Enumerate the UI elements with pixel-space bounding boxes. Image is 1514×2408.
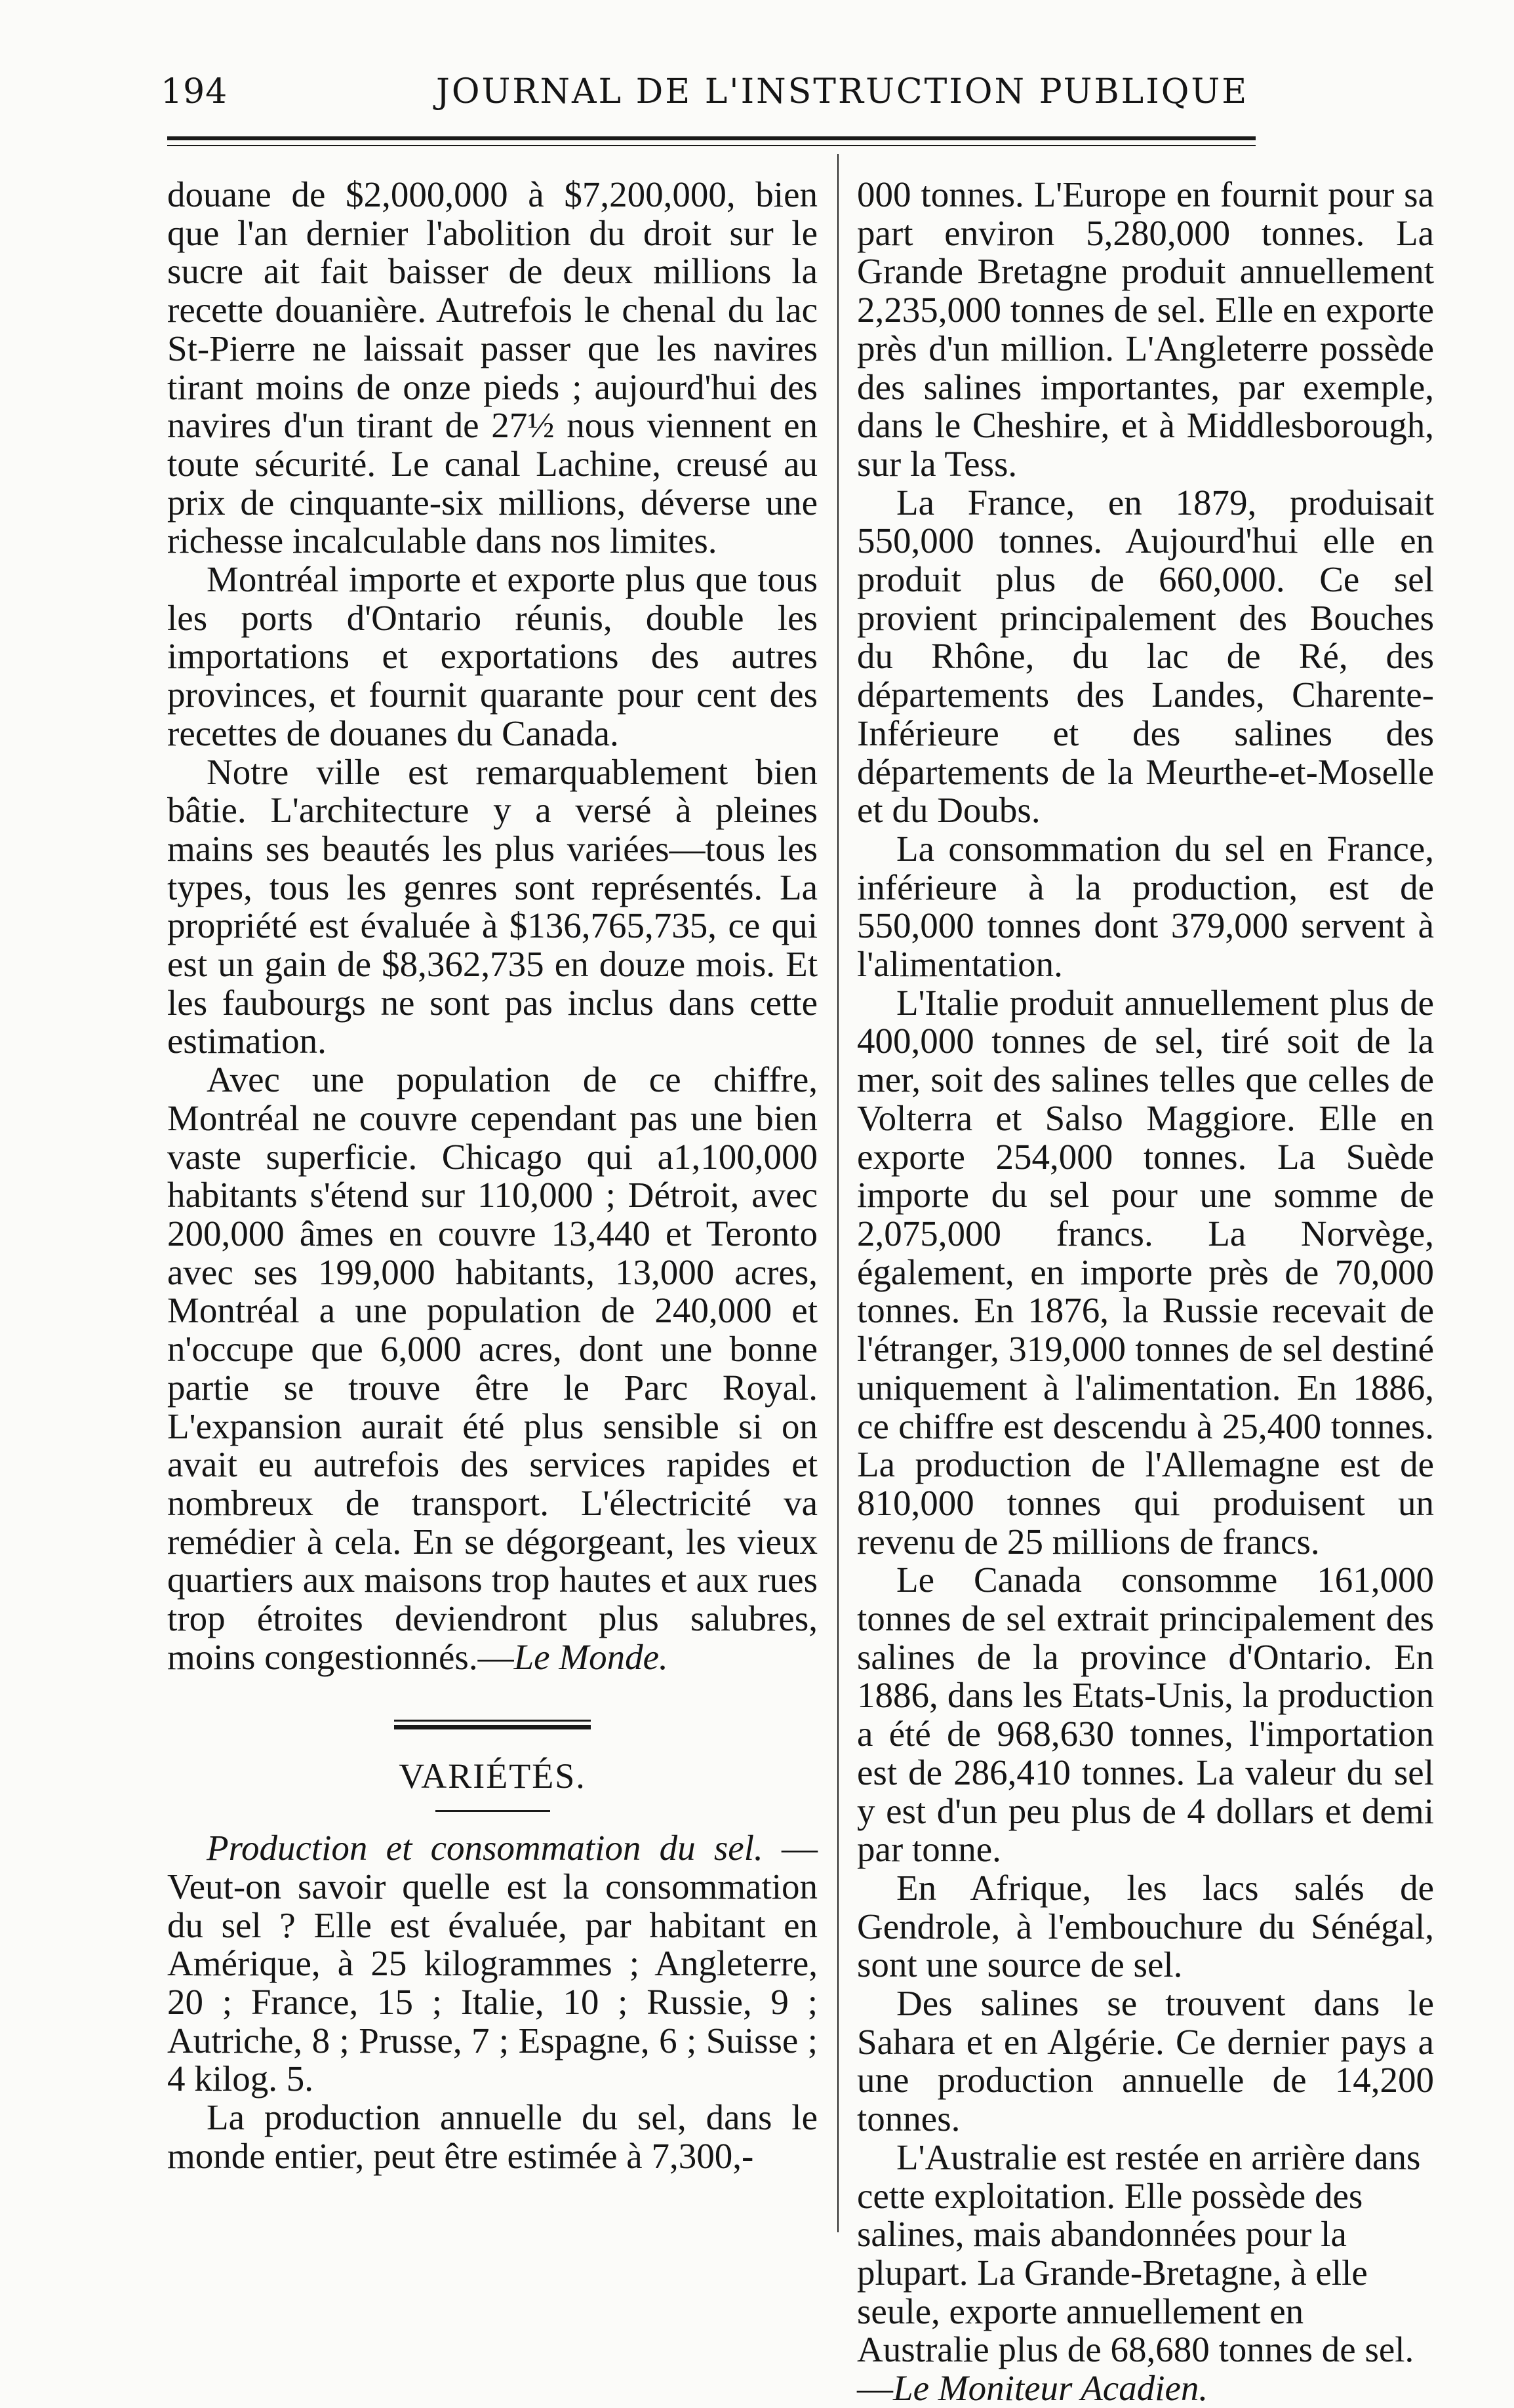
paragraph-text: Avec une population de ce chiffre, Montréal ne couvre cependant pas une bien vaste superficie. Chicago qui a1,100,000 habitants s'étend sur 110,000 ; Détroit, avec 200,000 âmes en couvre 13,440 et Teronto avec ses 199,000 habitants, 13,000 acres, Montréal a une population de 240,000 et n'occupe que 6,000 acres, dont une bonne partie se trouve être le Parc Royal. L'expansion aurait été plus sensible si on avait eu autrefois des services rapides et nombreux de transport. L'électricité va remédier à cela. En se dégorgeant, les vieux quartiers aux maisons trop hautes et aux rues trop étroites deviendront plus salubres, moins congestionnés.— — [167, 1059, 818, 1677]
right-column — [857, 176, 1434, 2408]
source-attribution: Le Moniteur Acadien. — [893, 2368, 1208, 2408]
left-column — [167, 176, 818, 2175]
section-divider — [394, 1720, 591, 1729]
paragraph: En Afrique, les lacs salés de Gendrole, à l'embouchure du Sénégal, sont une source de sel. — [857, 1867, 1434, 1985]
paragraph-text: —Veut-on savoir quelle est la consommation du sel ? Elle est évaluée, par habitant en Amérique, à 25 kilogrammes ; Angleterre, 20 ; France, 15 ; Italie, 10 ; Russie, 9 ; Autriche, 8 ; Prusse, 7 ; Espagne, 6 ; Suisse ; 4 kilog. 5. — [167, 1828, 818, 2099]
article-title: Production et consommation du sel. — [207, 1828, 763, 1868]
column-divider — [837, 154, 839, 2232]
paragraph-text: L'Australie est restée en arrière dans cette exploitation. Elle possède des salines, mais abandonnées pour la plupart. La Grande-Bretagne, à elle seule, exporte annuellement en Australie plus de 68,680 tonnes de sel.— — [857, 2137, 1421, 2408]
paragraph: Notre ville est remarquablement bien bâtie. L'architecture y a versé à pleines mains ses beautés les plus variées—tous les types, tous les genres sont représentés. La propriété est évaluée à $136,765,735, ce qui est un gain de $8,362,735 en douze mois. Et les faubourgs ne sont pas inclus dans cette estimation. — [167, 751, 818, 1061]
paragraph: La production annuelle du sel, dans le monde entier, peut être estimée à 7,300,- — [167, 2097, 818, 2176]
paragraph: L'Italie produit annuellement plus de 400,000 tonnes de sel, tiré soit de la mer, soit des salines telles que celles de Volterra et Salso Maggiore. Elle en exporte 254,000 tonnes. La Suède importe du sel pour une somme de 2,075,000 francs. La Norvège, également, en importe près de 70,000 tonnes. En 1876, la Russie recevait de l'étranger, 319,000 tonnes de sel destiné uniquement à l'alimentation. En 1886, ce chiffre est descendu à 25,400 tonnes. La production de l'Allemagne est de 810,000 tonnes qui produisent un revenu de 25 millions de francs. — [857, 982, 1434, 1562]
paragraph — [857, 2139, 1434, 2408]
article-intro — [167, 1829, 818, 2099]
journal-title: JOURNAL DE L'INSTRUCTION PUBLIQUE — [436, 72, 1249, 111]
section-title: VARIÉTÉS. — [399, 1756, 586, 1796]
header-rule-thin — [167, 145, 1256, 146]
paragraph: Des salines se trouvent dans le Sahara et en Algérie. Ce dernier pays a une production annuelle de 14,200 tonnes. — [857, 1983, 1434, 2139]
page-number: 194 — [161, 72, 228, 111]
section-title-rule — [435, 1810, 550, 1812]
paragraph — [167, 1061, 818, 1676]
paragraph: La France, en 1879, produisait 550,000 tonnes. Aujourd'hui elle en produit plus de 660,000. Ce sel provient principalement des Bouches du Rhône, du lac de Ré, des départements des Landes, Charente-Inférieure et des salines des départements de la Meurthe-et-Moselle et du Doubs. — [857, 482, 1434, 831]
header-rule-thick — [167, 136, 1256, 140]
divider-thick-rule — [394, 1725, 591, 1729]
paragraph: douane de $2,000,000 à $7,200,000, bien que l'an dernier l'abolition du droit sur le sucre ait fait baisser de deux millions la recette douanière. Autrefois le chenal du lac St-Pierre ne laissait passer que les navires tirant moins de onze pieds ; aujourd'hui des navires d'un tirant de 27½ nous viennent en toute sécurité. Le canal Lachine, creusé au prix de cinquante-six millions, déverse une richesse incalculable dans nos limites. — [167, 174, 818, 561]
paragraph: Le Canada consomme 161,000 tonnes de sel extrait principalement des salines de la province d'Ontario. En 1886, dans les Etats-Unis, la production a été de 968,630 tonnes, l'importation est de 286,410 tonnes. La valeur du sel y est d'un peu plus de 4 dollars et demi par tonne. — [857, 1560, 1434, 1870]
paragraph: 000 tonnes. L'Europe en fournit pour sa part environ 5,280,000 tonnes. La Grande Bretagne produit annuellement 2,235,000 tonnes de sel. Elle en exporte près d'un million. L'Angleterre possède des salines importantes, par exemple, dans le Cheshire, et à Middlesborough, sur la Tess. — [857, 174, 1434, 484]
page-header — [161, 72, 1256, 131]
source-attribution: Le Monde. — [513, 1636, 668, 1677]
paragraph: La consommation du sel en France, inférieure à la production, est de 550,000 tonnes dont 379,000 servent à l'alimentation. — [857, 828, 1434, 985]
paragraph: Montréal importe et exporte plus que tous les ports d'Ontario réunis, double les importations et exportations des autres provinces, et fournit quarante pour cent des recettes de douanes du Canada. — [167, 559, 818, 753]
